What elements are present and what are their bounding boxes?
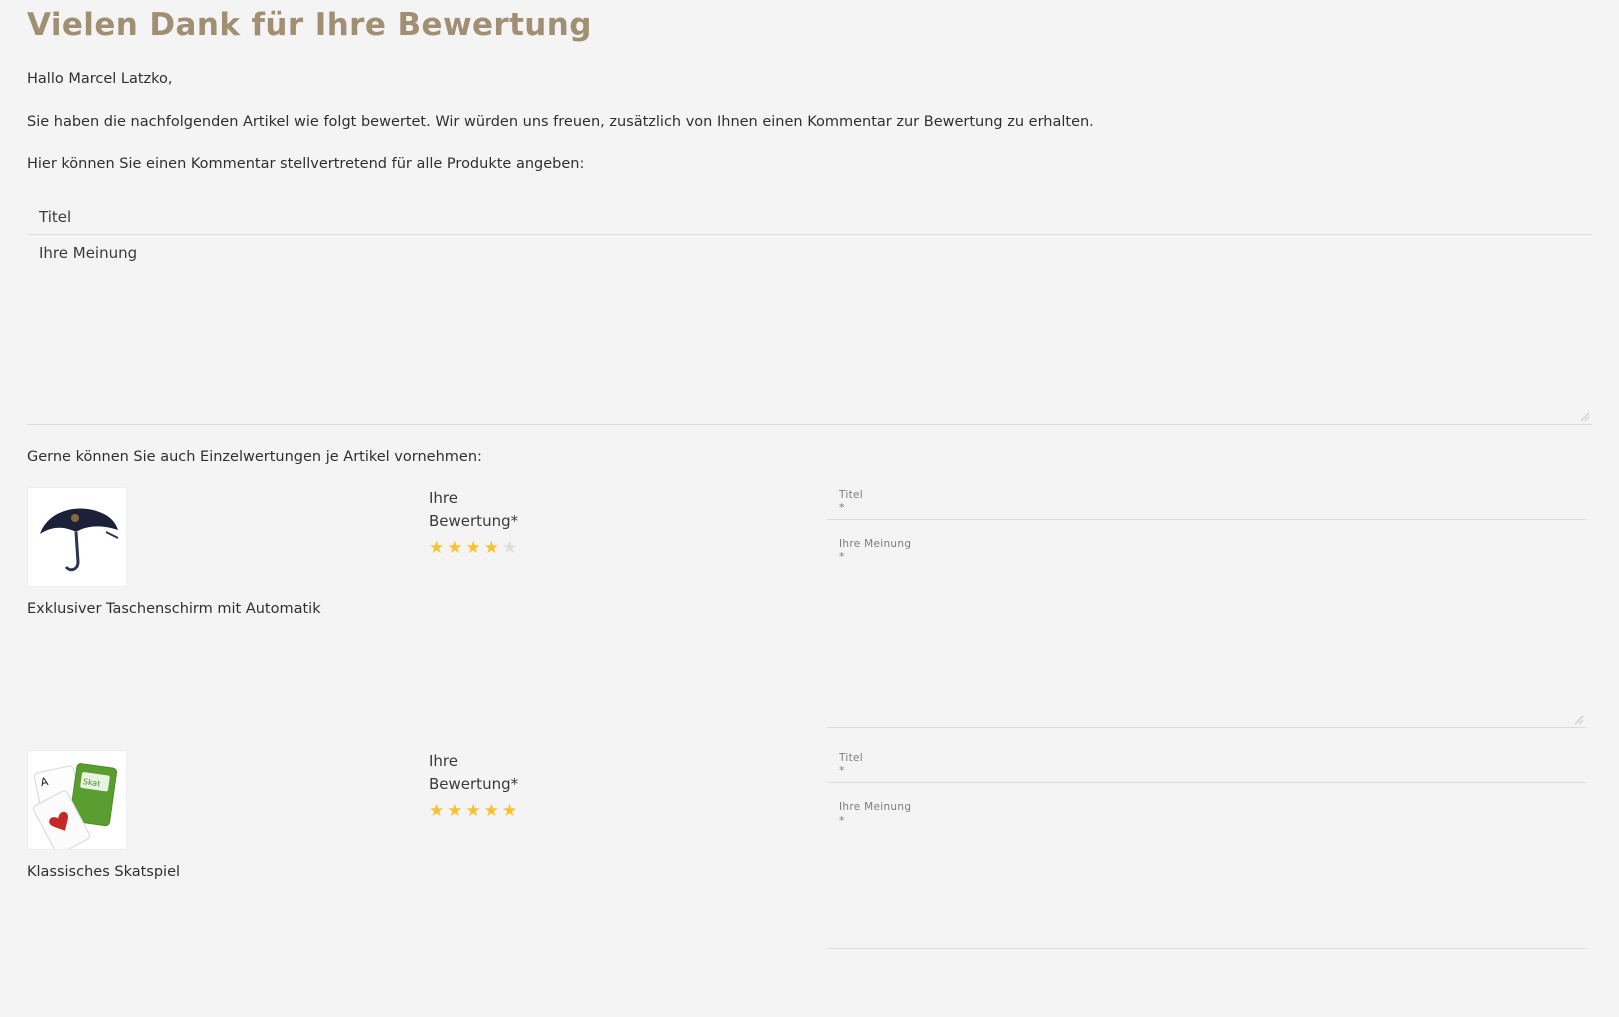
- global-title-input[interactable]: [27, 200, 1592, 235]
- resize-handle-icon[interactable]: [1572, 713, 1584, 725]
- item-title-required-mark: *: [839, 501, 845, 515]
- pocket-umbrella-image[interactable]: [27, 487, 127, 587]
- item-name: Exklusiver Taschenschirm mit Automatik: [27, 601, 321, 617]
- global-comment-form: [27, 200, 1592, 425]
- item-rating: [427, 750, 827, 820]
- rating-label: Ihre Bewertung*: [429, 752, 519, 794]
- page-title: Vielen Dank für Ihre Bewertung: [27, 7, 592, 43]
- global-opinion-textarea[interactable]: [27, 235, 1592, 425]
- star-4-icon[interactable]: ★: [483, 800, 502, 821]
- global-comment-hint: Hier können Sie einen Kommentar stellvertretend für alle Produkte angeben:: [27, 156, 585, 173]
- global-opinion-label: Ihre Meinung: [39, 244, 138, 262]
- item-opinion-label: Ihre Meinung: [839, 801, 912, 814]
- item-title-label: Titel: [839, 489, 864, 501]
- item-title-input[interactable]: [827, 750, 1586, 783]
- skat-cards-image[interactable]: [27, 750, 127, 850]
- star-4-icon[interactable]: ★: [483, 537, 502, 558]
- item-title-label: Titel: [839, 752, 864, 765]
- star-3-icon[interactable]: ★: [465, 537, 484, 558]
- star-rating-control[interactable]: [429, 800, 827, 821]
- item-title-input[interactable]: [827, 487, 1586, 520]
- item-review-fields: [827, 750, 1592, 949]
- item-opinion-required-mark: *: [839, 550, 845, 564]
- intro-paragraph: Sie haben die nachfolgenden Artikel wie folgt bewertet. Wir würden uns freuen, zusätzlich von Ihnen einen Kommentar zur Bewertung zu erhalten.: [27, 113, 1094, 130]
- item-media: [27, 750, 427, 882]
- svg-text:A: A: [39, 775, 50, 790]
- svg-text:Skat: Skat: [82, 777, 101, 789]
- item-row: [27, 750, 1592, 949]
- star-1-icon[interactable]: ★: [429, 537, 448, 558]
- greeting-text: Hallo Marcel Latzko,: [27, 70, 173, 87]
- global-title-label: Titel: [39, 208, 72, 226]
- item-name: Klassisches Skatspiel: [27, 864, 181, 881]
- star-1-icon[interactable]: ★: [429, 800, 448, 821]
- item-media: [27, 487, 427, 619]
- item-opinion-required-mark: *: [839, 813, 845, 827]
- resize-handle-icon[interactable]: [1578, 410, 1590, 422]
- star-rating-control[interactable]: [429, 537, 827, 558]
- star-2-icon[interactable]: ★: [447, 537, 466, 558]
- item-opinion-textarea[interactable]: [827, 536, 1586, 728]
- item-rating: [427, 487, 827, 557]
- item-opinion-label: Ihre Meinung: [839, 538, 912, 551]
- item-title-required-mark: *: [839, 764, 845, 778]
- star-2-icon[interactable]: ★: [447, 800, 466, 821]
- star-3-icon[interactable]: ★: [465, 800, 484, 821]
- star-5-icon[interactable]: ★: [502, 537, 521, 558]
- rating-label: Ihre Bewertung*: [429, 489, 519, 531]
- item-opinion-textarea[interactable]: [827, 799, 1586, 949]
- individual-ratings-note: Gerne können Sie auch Einzelwertungen je Artikel vornehmen:: [27, 449, 482, 465]
- item-review-fields: [827, 487, 1592, 728]
- item-row: [27, 487, 1592, 728]
- star-5-icon[interactable]: ★: [502, 800, 521, 821]
